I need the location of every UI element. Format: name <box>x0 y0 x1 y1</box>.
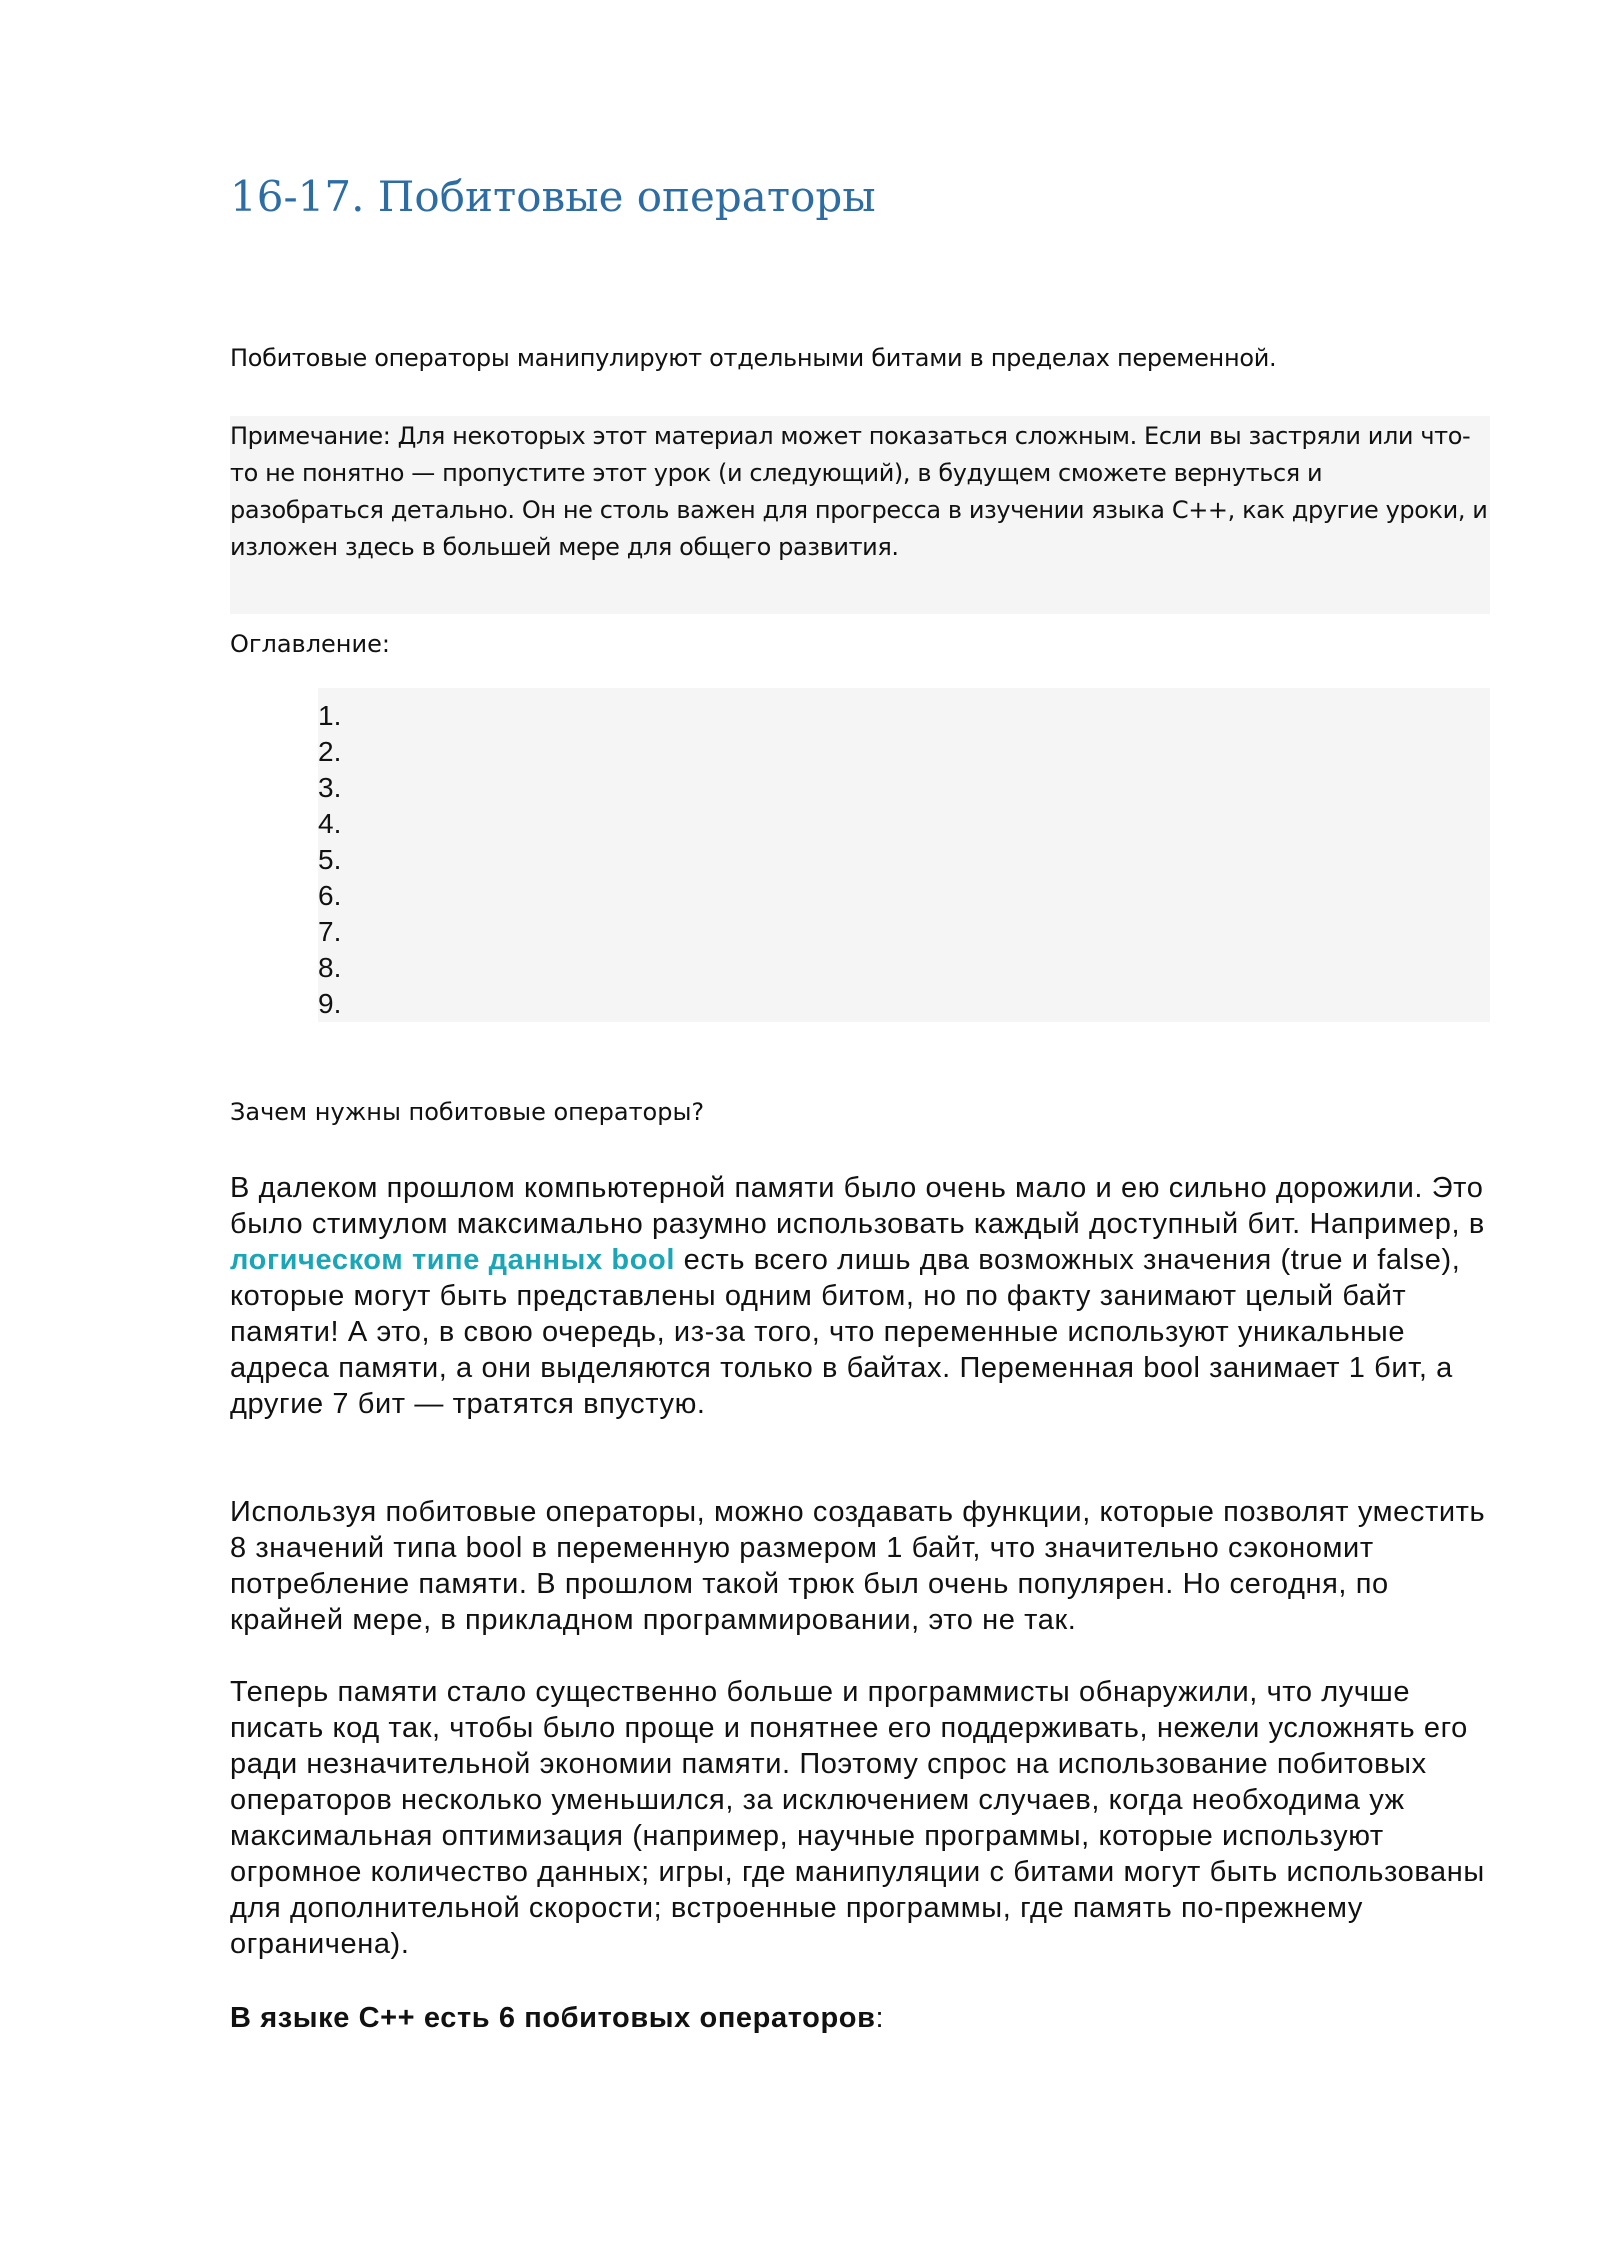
note-line: разобраться детально. Он не столь важен для прогресса в изучении языка C++, как другие уроки, и <box>230 496 1488 524</box>
paragraph-bitwise-usage: Используя побитовые операторы, можно создавать функции, которые позволят уместить 8 значений типа bool в переменную размером 1 байт, что значительно сэкономит потребление памяти. В прошлом такой трюк был очень популярен. Но сегодня, по крайней мере, в прикладном программировании, это не так. <box>230 1496 1486 1636</box>
toc-item[interactable]: 9. <box>318 988 342 1019</box>
toc-item[interactable]: 7. <box>318 916 342 947</box>
toc-item[interactable]: 8. <box>318 952 342 983</box>
toc-item[interactable]: 2. <box>318 736 342 767</box>
page-title: 16-17. Побитовые операторы <box>230 172 876 221</box>
paragraph-history <box>230 1170 1500 1422</box>
paragraph-operators-count <box>230 2000 1500 2036</box>
toc-item[interactable]: 5. <box>318 844 342 875</box>
toc-item[interactable]: 4. <box>318 808 342 839</box>
operators-count-tail: : <box>875 2002 885 2034</box>
toc-label: Оглавление: <box>230 630 390 658</box>
paragraph-modern: Теперь памяти стало существенно больше и программисты обнаружили, что лучше писать код так, чтобы было проще и понятнее его поддерживать, нежели усложнять его ради незначительной экономии памяти. Поэтому спрос на использование побитовых операторов несколько уменьшился, за исключением случаев, когда необходима уж максимальная оптимизация (например, научные программы, которые используют огромное количество данных; игры, где манипуляции с битами могут быть использованы для дополнительной скорости; встроенные программы, где память по-прежнему ограничена). <box>230 1676 1485 1960</box>
toc-item[interactable]: 3. <box>318 772 342 803</box>
paragraph-text: В далеком прошлом компьютерной памяти было очень мало и ею сильно дорожили. Это было стимулом максимально разумно использовать каждый доступный бит. Например, в <box>230 1172 1485 1240</box>
note-line: Примечание: Для некоторых этот материал может показаться сложным. Если вы застряли или что- <box>230 422 1471 450</box>
table-of-contents <box>318 688 1490 1022</box>
toc-item[interactable]: 6. <box>318 880 342 911</box>
note-box <box>230 416 1490 614</box>
bool-type-link[interactable]: логическом типе данных bool <box>230 1244 675 1276</box>
toc-item[interactable]: 1. <box>318 700 342 731</box>
section-heading-why: Зачем нужны побитовые операторы? <box>230 1098 705 1126</box>
operators-count-bold: В языке C++ есть 6 побитовых операторов <box>230 2002 876 2034</box>
paragraph-text: есть всего лишь два возможных значения (true и false), которые могут быть представлены одним битом, но по факту занимают целый байт памяти! А это, в свою очередь, из-за того, что переменные используют уникальные адреса памяти, а они выделяются только в байтах. Переменная bool занимает 1 бит, а другие 7 бит — тратятся впустую. <box>230 1244 1461 1420</box>
note-line: то не понятно — пропустите этот урок (и следующий), в будущем сможете вернуться и <box>230 459 1323 487</box>
note-line: изложен здесь в большей мере для общего развития. <box>230 533 899 561</box>
intro-paragraph: Побитовые операторы манипулируют отдельными битами в пределах переменной. <box>230 344 1277 372</box>
